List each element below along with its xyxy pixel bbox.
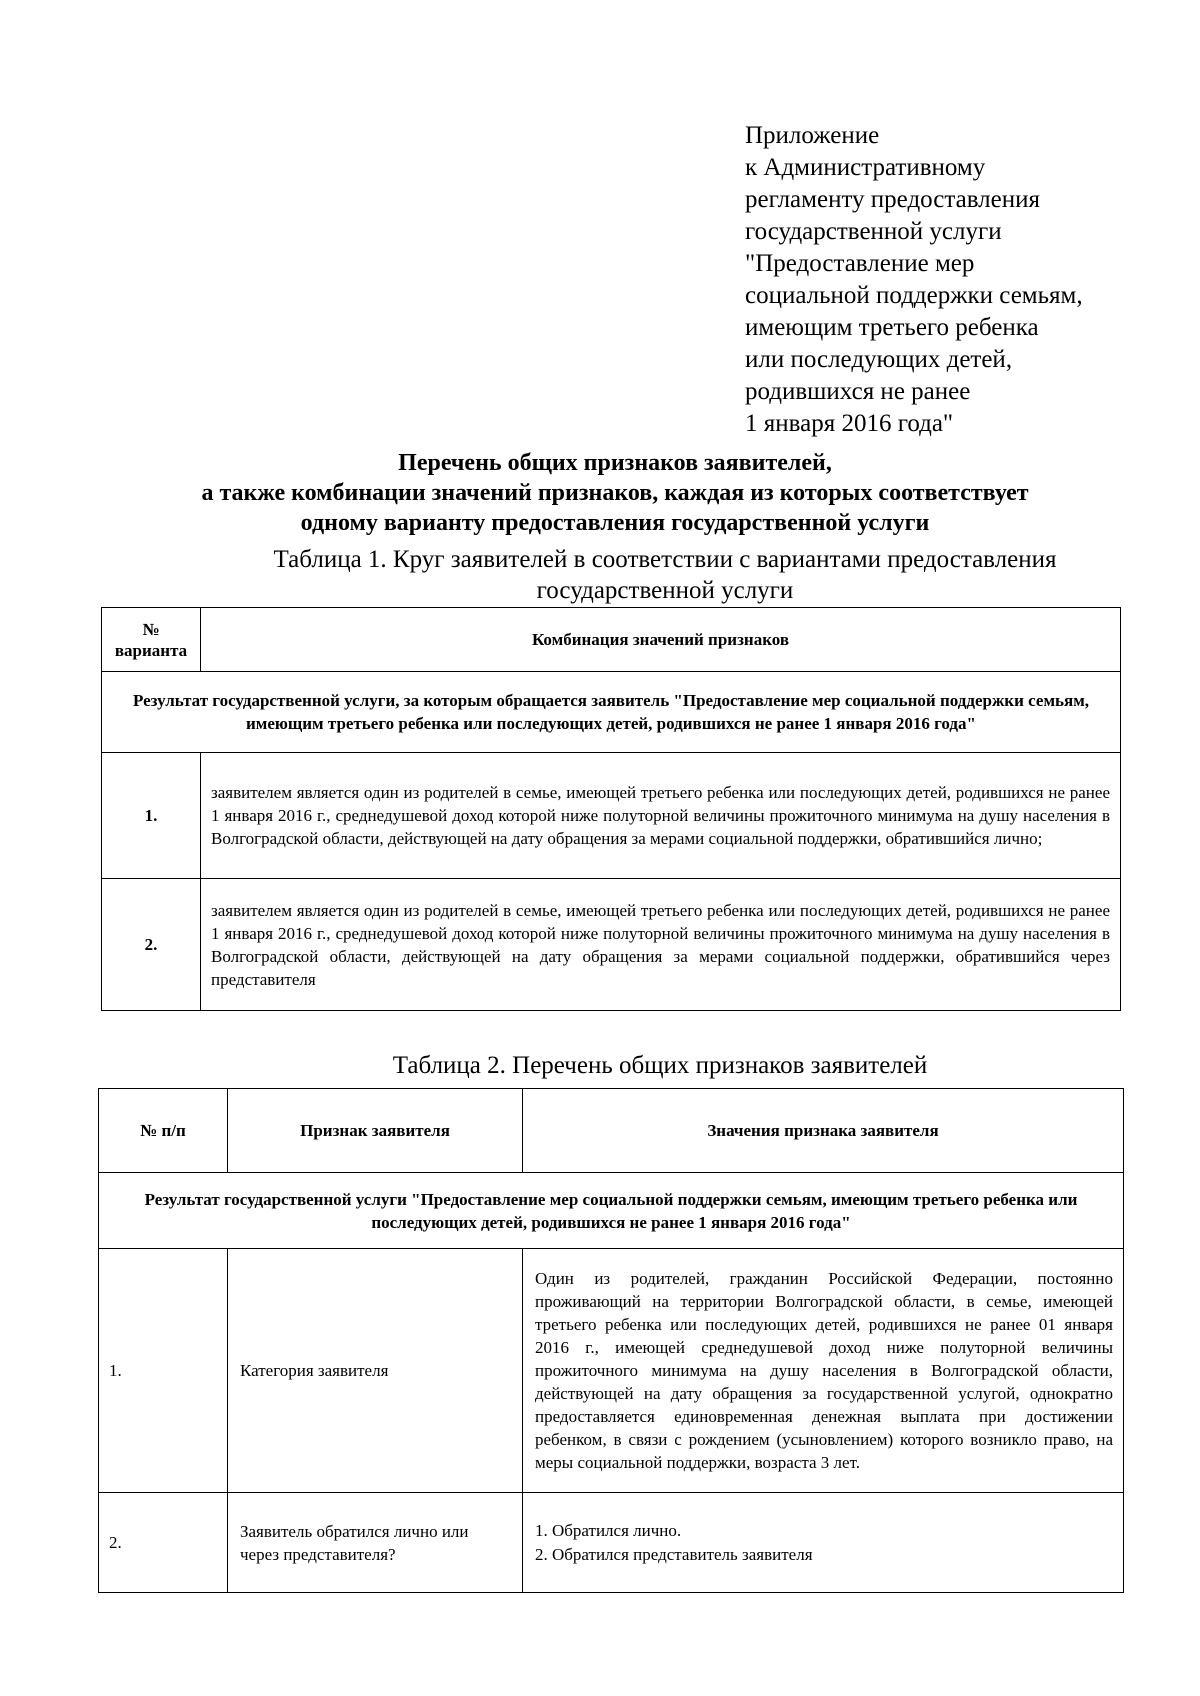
attribute-value-option: 1. Обратился лично. — [535, 1520, 682, 1540]
table-header-row — [102, 608, 1121, 672]
table-row — [99, 1249, 1124, 1493]
attribute-name: Категория заявителя — [228, 1249, 523, 1493]
appendix-line: регламенту предоставления — [745, 186, 1041, 213]
variant-number: 2. — [102, 879, 201, 1011]
variant-description: заявителем является один из родителей в семье, имеющей третьего ребенка или последующих детей, родившихся не ранее 1 января 2016 г., среднедушевой доход которой ниже полуторной величины прожиточного минимума на душу населения в Волгоградской области, действующей на дату обращения за мерами социальной поддержки, обратившийся лично; — [201, 753, 1121, 879]
appendix-line: "Предоставление мер — [745, 250, 975, 277]
variant-number: 1. — [102, 753, 201, 879]
appendix-line: государственной услуги — [745, 218, 1002, 245]
result-row-text: Результат государственной услуги "Предоставление мер социальной поддержки семьям, имеющим третьего ребенка или последующих детей, родившихся не ранее 1 января 2016 года" — [99, 1173, 1124, 1249]
document-heading — [100, 448, 1130, 538]
attribute-name: Заявитель обратился лично или через представителя? — [228, 1493, 523, 1593]
appendix-line: или последующих детей, — [745, 346, 1013, 373]
appendix-line: социальной поддержки семьям, — [745, 282, 1083, 309]
appendix-line: Приложение — [745, 122, 880, 149]
result-row-text: Результат государственной услуги, за которым обращается заявитель "Предоставление мер социальной поддержки семьям, имеющим третьего ребенка или последующих детей, родившихся не ранее 1 января 2016 года" — [102, 672, 1121, 753]
result-row — [99, 1173, 1124, 1249]
table-applicant-attributes — [98, 1088, 1124, 1593]
table-header-row — [99, 1089, 1124, 1173]
table2-caption: Таблица 2. Перечень общих признаков заявителей — [392, 1052, 928, 1079]
variant-description: заявителем является один из родителей в семье, имеющей третьего ребенка или последующих детей, родившихся не ранее 1 января 2016 г., среднедушевой доход которой ниже полуторной величины прожиточного минимума на душу населения в Волгоградской области, действующей на дату обращения за мерами социальной поддержки, обратившийся через представителя — [201, 879, 1121, 1011]
header-attribute: Признак заявителя — [228, 1089, 523, 1173]
header-attribute-values: Значения признака заявителя — [523, 1089, 1124, 1173]
attribute-value-list — [523, 1493, 1124, 1593]
attribute-value-option: 2. Обратился представитель заявителя — [535, 1544, 813, 1564]
header-combination: Комбинация значений признаков — [201, 608, 1121, 672]
heading-line-1: Перечень общих признаков заявителей, — [398, 450, 832, 476]
header-row-number: № п/п — [99, 1089, 228, 1173]
table-row — [102, 753, 1121, 879]
appendix-line: 1 января 2016 года" — [745, 410, 954, 437]
appendix-line: родившихся не ранее — [745, 378, 971, 405]
result-row — [102, 672, 1121, 753]
row-number: 1. — [99, 1249, 228, 1493]
heading-line-3: одному варианту предоставления государственной услуги — [300, 510, 930, 536]
row-number: 2. — [99, 1493, 228, 1593]
appendix-block — [745, 120, 1165, 440]
appendix-line: имеющим третьего ребенка — [745, 314, 1039, 341]
heading-line-2: а также комбинации значений признаков, каждая из которых соответствует — [201, 480, 1029, 506]
header-variant-number: № варианта — [102, 608, 201, 672]
table1-caption: Таблица 1. Круг заявителей в соответствии с вариантами предоставления государственной услуги — [273, 546, 1057, 604]
table-row — [102, 879, 1121, 1011]
appendix-line: к Административному — [745, 154, 986, 181]
table-applicant-variants — [101, 607, 1121, 1011]
attribute-value: Один из родителей, гражданин Российской Федерации, постоянно проживающий на территории Волгоградской области, в семье, имеющей третьего ребенка или последующих детей, родившихся не ранее 01 января 2016 г., имеющей среднедушевой доход ниже полуторной величины прожиточного минимума на душу населения в Волгоградской области, действующей на дату обращения за государственной услугой, однократно предоставляется единовременная денежная выплата при достижении ребенком, в связи с рождением (усыновлением) которого возникло право, на меры социальной поддержки, возраста 3 лет. — [523, 1249, 1124, 1493]
table-row — [99, 1493, 1124, 1593]
